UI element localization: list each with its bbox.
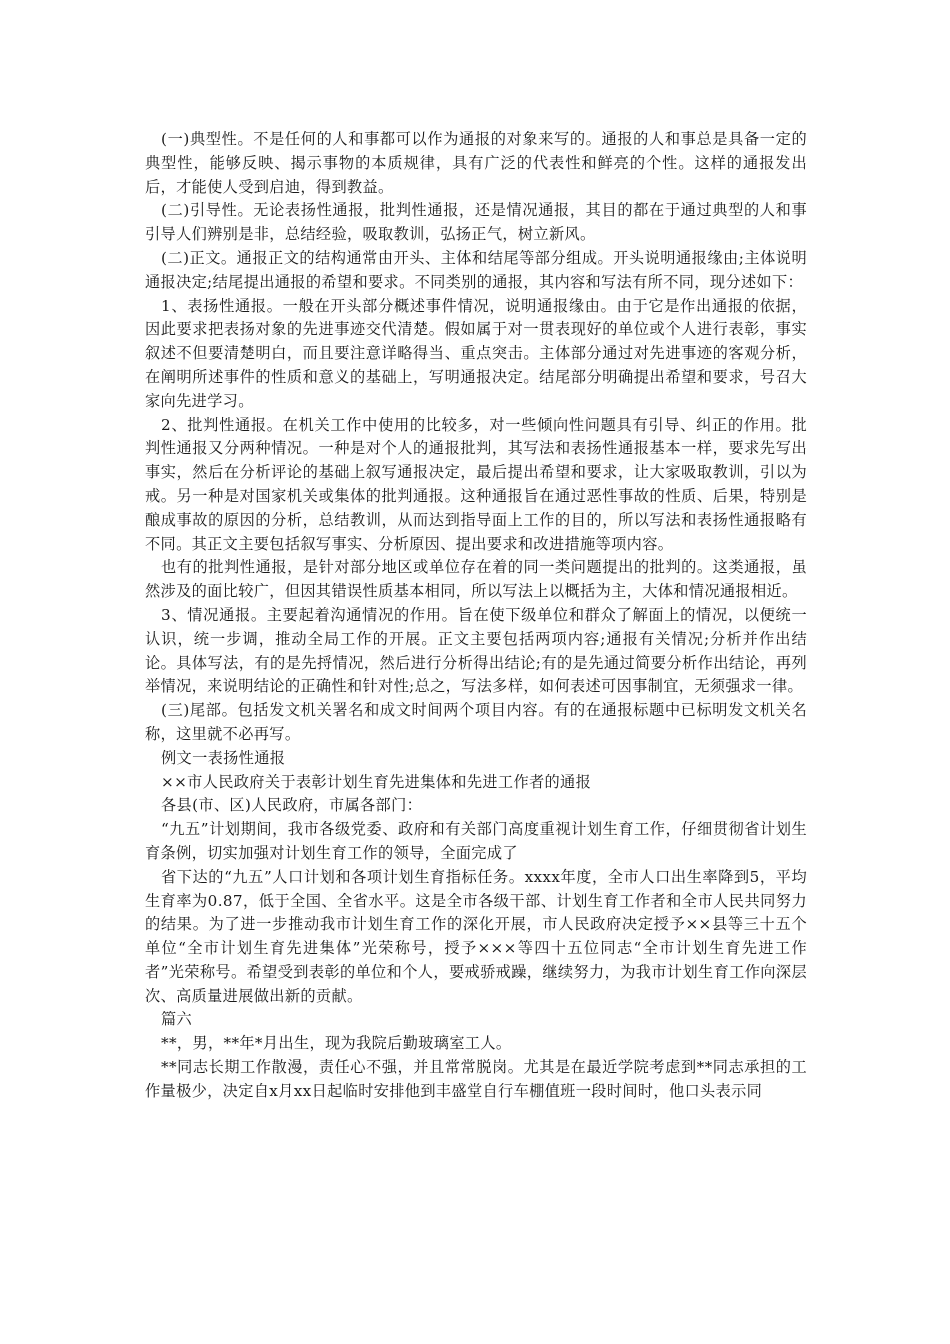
example-body-2: 省下达的“九五”人口计划和各项计划生育指标任务。xxxx年度，全市人口出生率降到5，平均生育率为0.87，低于全国、全省水平。这是全市各级干部、计划生育工作者和全市人民共同努力的结果。为了进一步推动我市计划生育工作的深化开展，市人民政府决定授予××县等三十五个单位“全市计划生育先进集体”光荣称号，授予×××等四十五位同志“全市计划生育先进工作者”光荣称号。希望受到表彰的单位和个人，要戒骄戒躁，继续努力，为我市计划生育工作向深层次、高质量进展做出新的贡献。 <box>145 867 807 1005</box>
document-body <box>145 128 807 1104</box>
paragraph-commendation-notice: 1、表扬性通报。一般在开头部分概述事件情况，说明通报缘由。由于它是作出通报的依据，因此要求把表扬对象的先进事迹交代清楚。假如属于对一贯表现好的单位或个人进行表彰，事实叙述不但要清楚明白，而且要注意详略得当、重点突击。主体部分通过对先进事迹的客观分析，在阐明所述事件的性质和意义的基础上，写明通报决定。结尾部分明确提出希望和要求，号召大家向先进学习。 <box>145 296 807 410</box>
example-title: ××市人民政府关于表彰计划生育先进集体和先进工作者的通报 <box>161 772 592 791</box>
paragraph-typicality: (一)典型性。不是任何的人和事都可以作为通报的对象来写的。通报的人和事总是具备一定的典型性，能够反映、揭示事物的本质规律，具有广泛的代表性和鲜亮的个性。这样的通报发出后，才能使人受到启迪，得到教益。 <box>145 130 807 196</box>
person-conduct: **同志长期工作散漫，责任心不强，并且常常脱岗。尤其是在最近学院考虑到**同志承担的工作量极少，决定自x月xx日起临时安排他到丰盛堂自行车棚值班一段时间时，他口头表示同 <box>145 1058 807 1100</box>
paragraph-criticism-notice: 2、批判性通报。在机关工作中使用的比较多，对一些倾向性问题具有引导、纠正的作用。批判性通报又分两种情况。一种是对个人的通报批判，其写法和表扬性通报基本一样，要求先写出事实，然后在分析评论的基础上叙写通报决定，最后提出希望和要求，让大家吸取教训，引以为戒。另一种是对国家机关或集体的批判通报。这种通报旨在通过恶性事故的性质、后果，特别是酿成事故的原因的分析，总结教训，从而达到指导面上工作的目的，所以写法和表扬性通报略有不同。其正文主要包括叙写事实、分析原因、提出要求和改进措施等项内容。 <box>145 415 807 553</box>
paragraph-criticism-regional: 也有的批判性通报，是针对部分地区或单位存在着的同一类问题提出的批判的。这类通报，虽然涉及的面比较广，但因其错误性质基本相同，所以写法上以概括为主，大体和情况通报相近。 <box>145 558 807 601</box>
section-heading-six: 篇六 <box>161 1010 193 1029</box>
paragraph-main-text: (二)正文。通报正文的结构通常由开头、主体和结尾等部分组成。开头说明通报缘由;主体说明通报决定;结尾提出通报的希望和要求。不同类别的通报，其内容和写法有所不同，现分述如下： <box>145 248 807 291</box>
person-info: **，男，**年*月出生，现为我院后勤玻璃室工人。 <box>161 1034 512 1053</box>
paragraph-ending: (三)尾部。包括发文机关署名和成文时间两个项目内容。有的在通报标题中已标明发文机关名称，这里就不必再写。 <box>145 701 807 743</box>
example-heading: 例文一表扬性通报 <box>161 748 286 767</box>
example-recipients: 各县(市、区)人民政府，市属各部门： <box>161 796 423 815</box>
paragraph-situation-notice: 3、情况通报。主要起着沟通情况的作用。旨在使下级单位和群众了解面上的情况，以便统一认识，统一步调，推动全局工作的开展。正文主要包括两项内容;通报有关情况;分析并作出结论。具体写法，有的是先捋情况，然后进行分析得出结论;有的是先通过简要分析作出结论，再列举情况，来说明结论的正确性和针对性;总之，写法多样，如何表述可因事制宜，无须强求一律。 <box>145 605 807 696</box>
paragraph-guidance: (二)引导性。无论表扬性通报，批判性通报，还是情况通报，其目的都在于通过典型的人和事引导人们辨别是非，总结经验，吸取教训，弘扬正气，树立新风。 <box>145 201 807 244</box>
example-body-1: “九五”计划期间，我市各级党委、政府和有关部门高度重视计划生育工作，仔细贯彻省计划生育条例，切实加强对计划生育工作的领导，全面完成了 <box>145 820 807 862</box>
